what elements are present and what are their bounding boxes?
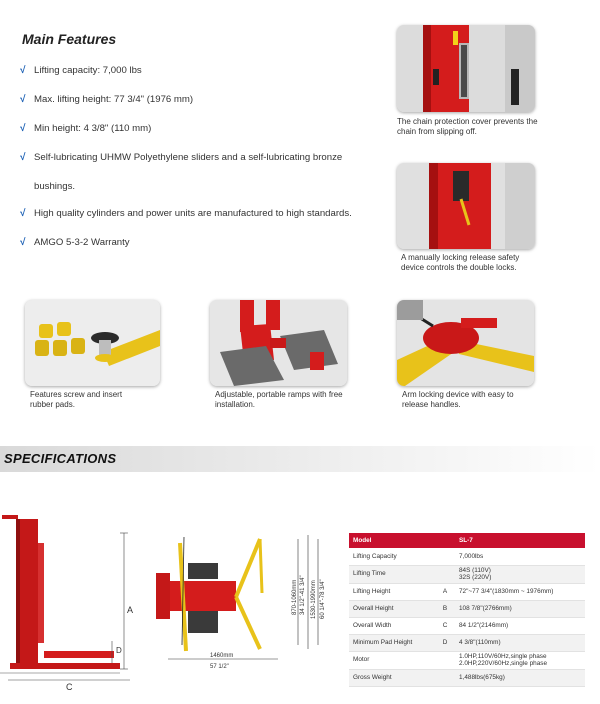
top-view-drawing	[148, 533, 338, 693]
reach-2-in: 60 1/4"-78 3/4"	[320, 579, 326, 619]
side-view-drawing	[0, 513, 140, 693]
main-features-title: Main Features	[22, 31, 117, 47]
feature-item: √ High quality cylinders and power units are manufactured to high standards.	[20, 208, 352, 219]
spec-label: Lifting Time	[349, 565, 435, 583]
check-icon: √	[20, 208, 26, 219]
dimension-label-d: D	[116, 646, 122, 655]
specifications-title: SPECIFICATIONS	[4, 451, 117, 466]
table-row	[349, 634, 585, 651]
top-width-mm: 1460mm	[210, 653, 234, 659]
table-header-row	[349, 533, 585, 548]
spec-label: Motor	[349, 651, 435, 669]
feature-item: √ Lifting capacity: 7,000 lbs	[20, 65, 142, 76]
arm-lock-caption: Arm locking device with easy to release handles.	[402, 390, 514, 409]
top-width-in: 57 1/2"	[210, 664, 229, 670]
dimension-label-c: C	[66, 682, 73, 692]
spec-value: 84 1/2"(2146mm)	[455, 617, 585, 634]
chain-cover-caption: The chain protection cover prevents the chain from slipping off.	[397, 117, 538, 136]
table-header-model: Model	[349, 533, 435, 548]
table-row	[349, 583, 585, 600]
spec-value: 108 7/8"(2766mm)	[455, 600, 585, 617]
lock-release-caption: A manually locking release safety device controls the double locks.	[401, 253, 520, 272]
reach-2-mm: 1530-1990mm	[311, 580, 317, 619]
check-icon: √	[20, 123, 26, 134]
rubber-pads-caption: Features screw and insert rubber pads.	[30, 390, 123, 409]
feature-item-continuation: bushings.	[34, 181, 76, 192]
spec-value: 4 3/8"(110mm)	[455, 634, 585, 651]
spec-letter	[435, 651, 455, 669]
spec-value: 72"~77 3/4"(1830mm ~ 1976mm)	[455, 583, 585, 600]
feature-item: √ AMGO 5-3-2 Warranty	[20, 237, 130, 248]
table-row	[349, 600, 585, 617]
spec-letter: A	[435, 583, 455, 600]
table-row	[349, 669, 585, 686]
ramps-photo	[210, 300, 347, 386]
table-row	[349, 617, 585, 634]
reach-1-mm: 870-1060mm	[292, 579, 298, 615]
chain-cover-photo	[397, 25, 535, 112]
spec-value: 7,000lbs	[455, 548, 585, 565]
specifications-bar	[0, 446, 600, 472]
check-icon: √	[20, 94, 26, 105]
feature-item: √ Self-lubricating UHMW Polyethylene sliders and a self-lubricating bronze bushings.	[20, 151, 390, 194]
ramps-caption: Adjustable, portable ramps with free installation.	[215, 390, 343, 409]
spec-letter: D	[435, 634, 455, 651]
table-header-sl7: SL-7	[455, 533, 585, 548]
table-row	[349, 651, 585, 669]
check-icon: √	[20, 65, 26, 76]
specifications-table	[349, 533, 585, 687]
spec-label: Lifting Capacity	[349, 548, 435, 565]
spec-label: Lifting Height	[349, 583, 435, 600]
spec-letter	[435, 548, 455, 565]
rubber-pads-photo	[25, 300, 160, 386]
spec-label: Overall Height	[349, 600, 435, 617]
lock-release-photo	[397, 163, 535, 249]
check-icon: √	[20, 152, 26, 163]
dimension-label-a: A	[127, 605, 134, 615]
spec-label: Gross Weight	[349, 669, 435, 686]
feature-item: √ Min height: 4 3/8" (110 mm)	[20, 123, 152, 134]
feature-item: √ Max. lifting height: 77 3/4" (1976 mm)	[20, 94, 194, 105]
reach-1-in: 34 1/2"-41 3/4"	[300, 575, 306, 615]
spec-value: 84S (110V) 32S (220V)	[455, 565, 585, 583]
spec-label: Minimum Pad Height	[349, 634, 435, 651]
table-header-blank	[435, 533, 455, 548]
table-row	[349, 548, 585, 565]
spec-label: Overall Width	[349, 617, 435, 634]
table-row	[349, 565, 585, 583]
arm-lock-photo	[397, 300, 534, 386]
spec-letter	[435, 565, 455, 583]
spec-value: 1,488lbs(675kg)	[455, 669, 585, 686]
spec-value: 1.0HP,110V/60Hz,single phase 2.0HP,220V/60Hz,single phase	[455, 651, 585, 669]
spec-letter: B	[435, 600, 455, 617]
check-icon: √	[20, 237, 26, 248]
spec-letter	[435, 669, 455, 686]
spec-letter: C	[435, 617, 455, 634]
